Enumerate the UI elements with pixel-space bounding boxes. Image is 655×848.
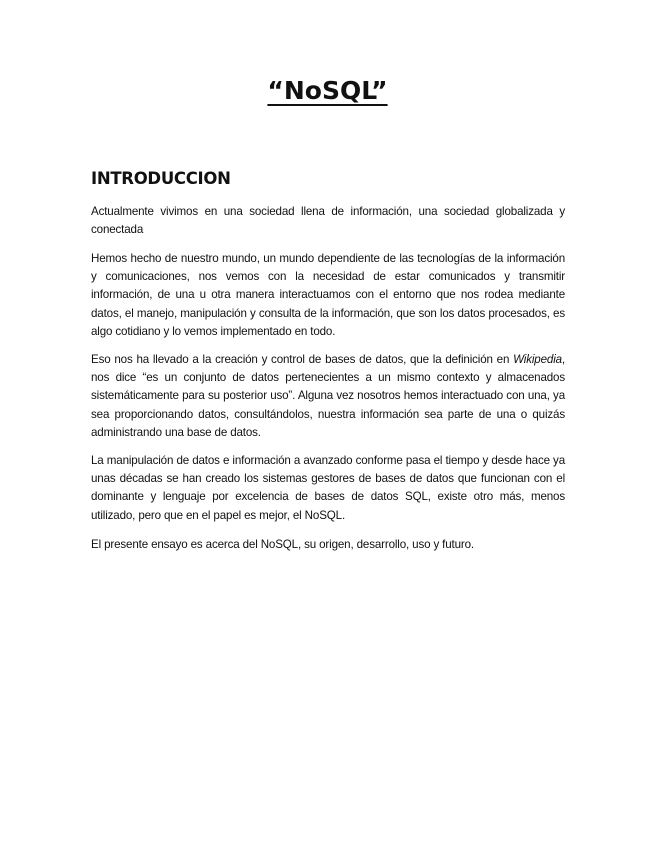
paragraph-4: La manipulación de datos e información a avanzado conforme pasa el tiempo y desde hace ya unas décadas se han creado los sistemas gestores de bases de datos que funcionan con el dominante y lenguaje por excelencia de bases de datos SQL, existe otro más, menos utilizado, pero que en el papel es mejor, el NoSQL.	[91, 454, 565, 522]
wikipedia-reference: Wikipedia	[513, 353, 562, 366]
paragraph-5: El presente ensayo es acerca del NoSQL, su origen, desarrollo, uso y futuro.	[91, 538, 475, 551]
paragraph-3-text-before: Eso nos ha llevado a la creación y control de bases de datos, que la definición en	[91, 353, 514, 366]
paragraph-2: Hemos hecho de nuestro mundo, un mundo dependiente de las tecnologías de la información y comunicaciones, nos vemos con la necesidad de estar comunicados y transmitir información, de una u otra manera interactuamos con el entorno que nos rodea mediante datos, el manejo, manipulación y consulta de la información, que son los datos procesados, es algo cotidiano y lo vemos implementado en todo.	[91, 252, 565, 338]
paragraph-1: Actualmente vivimos en una sociedad llena de información, una sociedad globalizada y conectada	[91, 205, 565, 237]
document-title-text: “NoSQL”	[267, 76, 388, 105]
section-heading: INTRODUCCION	[91, 169, 231, 188]
paragraph-3	[91, 351, 565, 442]
document-title	[0, 76, 655, 105]
paragraph-3-text-after: , nos dice “es un conjunto de datos pertenecientes a un mismo contexto y almacenados sistemáticamente para su posterior uso”. Alguna vez nosotros hemos interactuado con una, ya sea proporcionando datos, consultándolos, nuestra información sea parte de una o quizás administrando una base de datos.	[91, 353, 565, 439]
